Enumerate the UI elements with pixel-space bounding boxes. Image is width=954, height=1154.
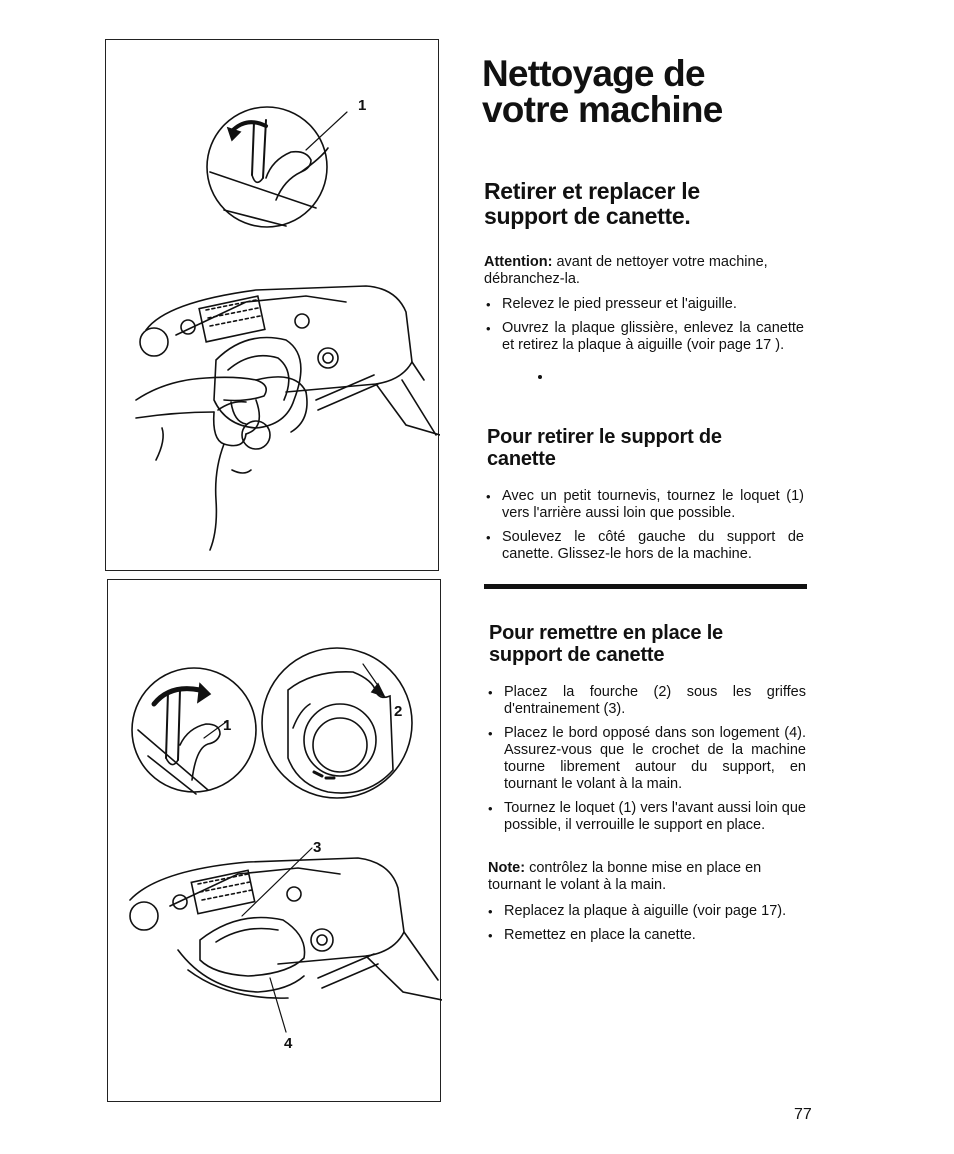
- bullets-after-note: [486, 903, 806, 951]
- list-item: • Avec un petit tournevis, tournez le loquet (1) vers l'arrière aussi loin que possible.: [484, 488, 804, 522]
- heading-replace: [489, 622, 723, 666]
- callout-2: 2: [394, 703, 403, 720]
- heading-remove: [487, 426, 722, 470]
- stray-dot: [538, 375, 542, 379]
- page-title: [482, 53, 723, 130]
- page-title-line1: Nettoyage de: [482, 53, 705, 94]
- list-item: • Tournez le loquet (1) vers l'avant aussi loin que possible, il verrouille le support en place.: [486, 800, 806, 834]
- list-item: • Replacez la plaque à aiguille (voir page 17).: [486, 903, 806, 920]
- illustration-remove-bobbin-case: [105, 39, 439, 571]
- heading-remove-replace-line1: Retirer et replacer le: [484, 178, 700, 204]
- callout-1-bottom: 1: [223, 717, 232, 734]
- heading-remove-replace-line2: support de canette.: [484, 203, 691, 229]
- note-paragraph: [488, 860, 803, 894]
- list-item: • Relevez le pied presseur et l'aiguille.: [484, 296, 804, 313]
- note-text: contrôlez la bonne mise en place en tournant le volant à la main.: [488, 860, 762, 893]
- heading-remove-line2: canette: [487, 448, 556, 470]
- page-title-line2: votre machine: [482, 89, 723, 130]
- page-number: 77: [794, 1106, 812, 1123]
- attention-text-line1: avant de nettoyer votre machine,: [552, 254, 768, 270]
- list-item: • Placez le bord opposé dans son logement (4). Assurez-vous que le crochet de la machine tourne librement autour du support, en tournant le volant à la main.: [486, 725, 806, 793]
- bullets-remove: [484, 488, 804, 570]
- heading-remove-replace: [484, 179, 700, 229]
- attention-paragraph: [484, 254, 799, 288]
- heading-replace-line1: Pour remettre en place le: [489, 622, 723, 644]
- list-item: • Soulevez le côté gauche du support de canette. Glissez-le hors de la machine.: [484, 529, 804, 563]
- list-item: • Placez la fourche (2) sous les griffes d'entrainement (3).: [486, 684, 806, 718]
- heading-replace-line2: support de canette: [489, 644, 665, 666]
- illustration-replace-bobbin-case: [107, 579, 441, 1102]
- heading-remove-line1: Pour retirer le support de: [487, 426, 722, 448]
- bullets-preparation: [484, 296, 804, 361]
- callout-4: 4: [284, 1035, 293, 1052]
- attention-text-line2: débranchez-la.: [484, 271, 580, 287]
- callout-3: 3: [313, 839, 322, 856]
- list-item: • Remettez en place la canette.: [486, 927, 806, 944]
- replace-bobbin-case-drawing: [108, 580, 442, 1103]
- callout-1-top: 1: [358, 97, 367, 114]
- remove-bobbin-case-drawing: [106, 40, 440, 572]
- attention-label: Attention:: [484, 254, 553, 270]
- section-divider: [484, 584, 807, 589]
- list-item: • Ouvrez la plaque glissière, enlevez la canette et retirez la plaque à aiguille (voir page 17 ).: [484, 320, 804, 354]
- bullets-replace: [486, 684, 806, 841]
- note-label: Note:: [488, 860, 526, 876]
